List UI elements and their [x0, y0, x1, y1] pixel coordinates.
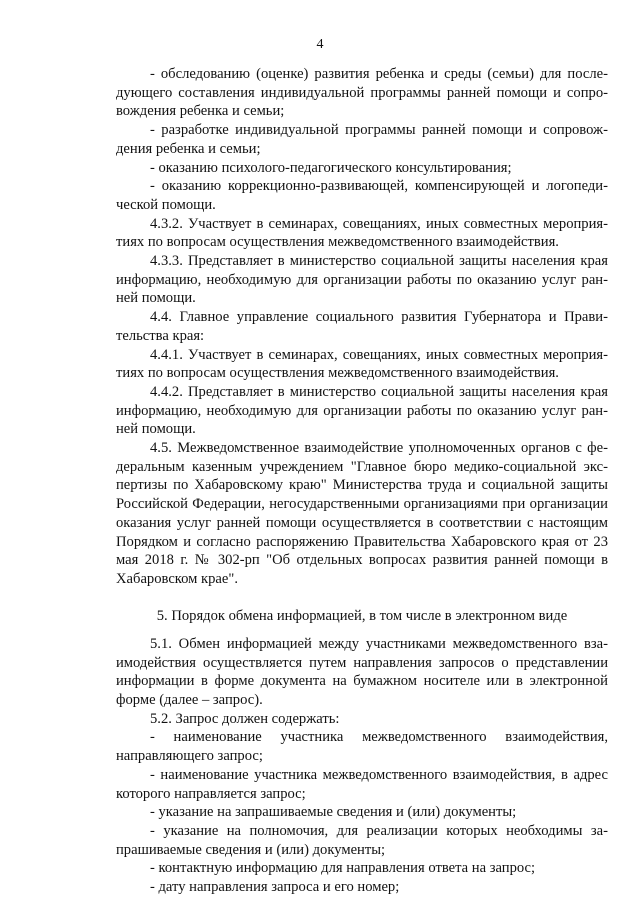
paragraph-5-2: 5.2. Запрос должен содержать:: [150, 710, 340, 727]
paragraph-4-3-3: 4.3.3. Представляет в министерство социальной защиты населения края информацию, необходимую для организации работы по оказанию услуг ранней помощи.: [116, 253, 608, 307]
paragraph-list-item: - наименование участника межведомственного взаимодействия, в адрес которого направляется запрос;: [116, 766, 608, 802]
paragraph-list-item: - указание на запрашиваемые сведения и (или) документы;: [150, 804, 517, 821]
paragraph-5-1: 5.1. Обмен информацией между участниками межведомственного взаимодействия осуществляется путем направления запросов о представлении информации в форме документа на бумажном носителе или в электронной форме (далее – запрос).: [116, 635, 608, 708]
paragraph-4-4-1: 4.4.1. Участвует в семинарах, совещаниях, иных совместных мероприятиях по вопросам осуществления межведомственного взаимодействия.: [116, 346, 608, 382]
paragraph-4-4: 4.4. Главное управление социального развития Губернатора и Правительства края:: [116, 309, 608, 344]
document-body: [116, 65, 608, 897]
paragraph-4-3-2: 4.3.2. Участвует в семинарах, совещаниях, иных совместных мероприятиях по вопросам осуществления межведомственного взаимодействия.: [116, 215, 608, 251]
paragraph-list-item: - оказанию коррекционно-развивающей, компенсирующей и логопедической помощи.: [116, 178, 608, 213]
paragraph-list-item: - дату направления запроса и его номер;: [150, 879, 400, 896]
paragraph-list-item: - разработке индивидуальной программы ранней помощи и сопровождения ребенка и семьи;: [116, 122, 608, 157]
page-number: 4: [316, 37, 324, 52]
paragraph-list-item: - контактную информацию для направления ответа на запрос;: [150, 860, 536, 877]
paragraph-list-item: - указание на полномочия, для реализации которых необходимы запрашиваемые сведения и (или) документы;: [116, 822, 608, 858]
paragraph-4-5: 4.5. Межведомственное взаимодействие уполномоченных органов с федеральным казенным учреждением "Главное бюро медико-социальной экспертизы по Хабаровскому краю" Министерства труда и социальной защиты Российской Федерации, негосударственными организациями при организации оказания услуг ранней помощи осуществляется в соответствии с настоящим Порядком и согласно распоряжению Правительства Хабаровского края от 23 мая 2018 г. № 302-рп "Об отдельных вопросах развития ранней помощи в Хабаровском крае".: [116, 440, 608, 587]
paragraph-list-item: - обследованию (оценке) развития ребенка и среды (семьи) для последующего составления индивидуальной программы ранней помощи и сопровождения ребенка и семьи;: [116, 66, 608, 120]
paragraph-list-item: - оказанию психолого-педагогического консультирования;: [150, 159, 512, 176]
paragraph-list-item: - наименование участника межведомственного взаимодействия, направляющего запрос;: [116, 729, 608, 765]
section-heading: 5. Порядок обмена информацией, в том числе в электронном виде: [156, 608, 568, 625]
paragraph-4-4-2: 4.4.2. Представляет в министерство социальной защиты населения края информацию, необходимую для организации работы по оказанию услуг ранней помощи.: [116, 383, 608, 438]
